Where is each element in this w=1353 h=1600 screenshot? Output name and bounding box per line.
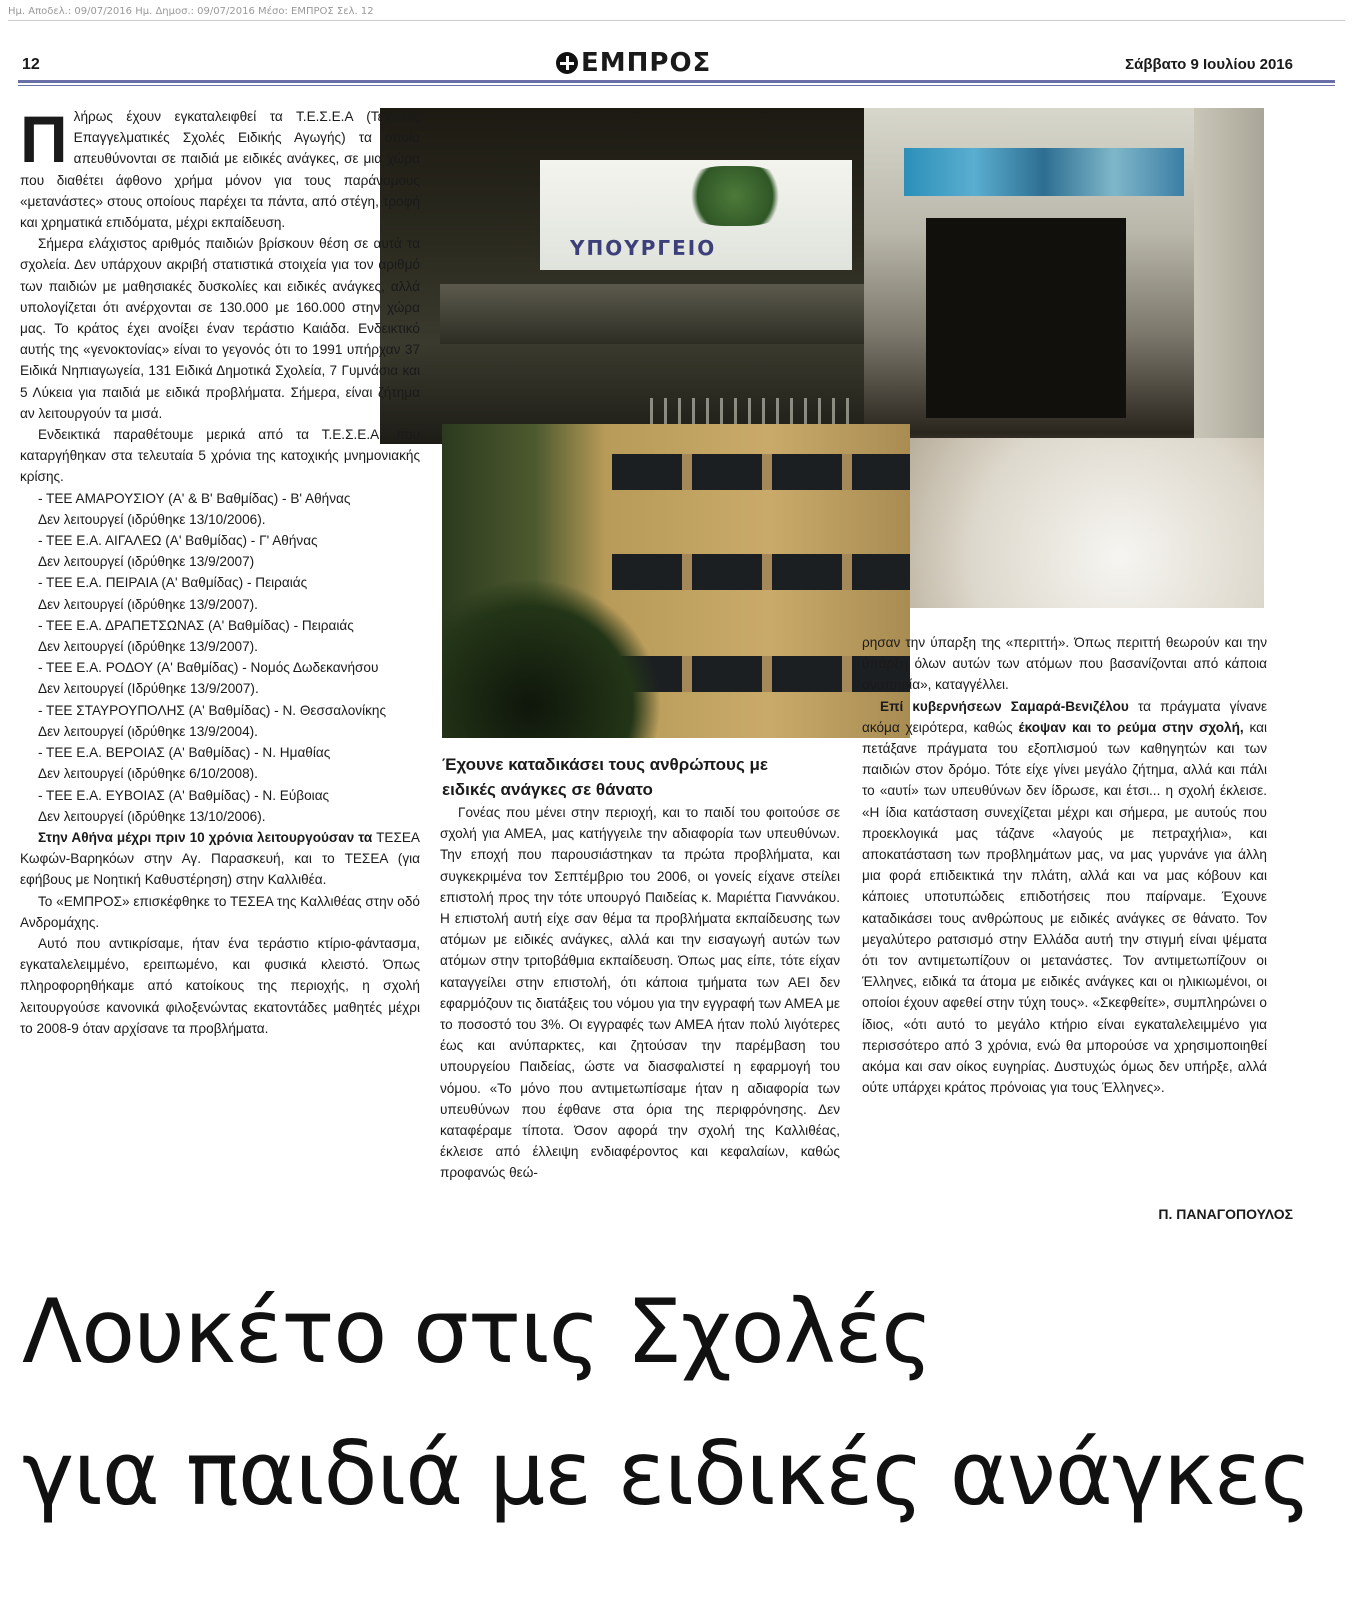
article-column-1 — [20, 102, 420, 1039]
page-number: 12 — [22, 56, 40, 73]
header-rule-thin — [18, 85, 1335, 86]
byline: Π. ΠΑΝΑΓΟΠΟΥΛΟΣ — [1158, 1206, 1293, 1222]
issue-date: Σάββατο 9 Ιουλίου 2016 — [1125, 56, 1293, 73]
school-name: - ΤΕΕ Ε.Α. ΠΕΙΡΑΙΑ (Α' Βαθμίδας) - Πειραιάς — [38, 575, 308, 591]
article-column-3 — [862, 632, 1267, 1098]
clipping-meta: Ημ. Αποδελ.: 09/07/2016 Ημ. Δημοσ.: 09/07/2016 Μέσο: ΕΜΠΡΟΣ Σελ. 12 — [8, 6, 374, 17]
masthead — [556, 48, 756, 78]
masthead-logo-icon — [556, 52, 578, 74]
meta-divider — [8, 20, 1345, 21]
subheading: Έχουνε καταδικάσει τους ανθρώπους με ειδικές ανάγκες σε θάνατο — [442, 755, 768, 799]
school-name: - ΤΕΕ Ε.Α. ΔΡΑΠΕΤΣΩΝΑΣ (Α' Βαθμίδας) - Πειραιάς — [38, 617, 354, 633]
paragraph: Στην Αθήνα μέχρι πριν 10 χρόνια λειτουργούσαν τα ΤΕΣΕΑ Κωφών-Βαρηκόων στην Αγ. Παρασκευή, και το ΤΕΣΕΑ (για εφήβους με Νοητική Καθυστέρηση) στην Καλλιθέα. — [20, 829, 420, 888]
paragraph: Αυτό που αντικρίσαμε, ήταν ένα τεράστιο κτίριο-φάντασμα, εγκαταλελειμμένο, ερειπωμένο, και φυσικά κλειστό. Όπως πληροφορηθήκαμε από κατοίκους της περιοχής, η σχολή λειτουργούσε κανονικά φιλοξενώντας εκατοντάδες μαθητές μέχρι το 2008-9 όταν αρχίσανε τα προβλήματα. — [20, 935, 420, 1036]
school-name: - ΤΕΕ Ε.Α. ΑΙΓΑΛΕΩ (Α' Βαθμίδας) - Γ' Αθήνας — [38, 533, 318, 549]
masthead-title: ΕΜΠΡΟΣ — [581, 48, 712, 78]
school-status: Δεν λειτουργεί (ιδρύθηκε 13/10/2006). — [38, 511, 266, 527]
header-rule — [18, 80, 1335, 83]
school-name: - ΤΕΕ ΣΤΑΥΡΟΥΠΟΛΗΣ (Α' Βαθμίδας) - Ν. Θεσσαλονίκης — [38, 702, 386, 718]
paragraph: Ενδεικτικά παραθέτουμε μερικά από τα Τ.Ε.Σ.Ε.Α. που καταργήθηκαν στα τελευταία 5 χρόνια της κατοχικής μνημονιακής κρίσης. — [20, 427, 420, 485]
headline-line-2: για παιδιά με ειδικές ανάγκες — [22, 1422, 1312, 1525]
paragraph: Γονέας που μένει στην περιοχή, και το παιδί του φοιτούσε σε σχολή για ΑΜΕΑ, μας κατήγγειλε την αδιαφορία των υπευθύνων. Την εποχή που παρουσιάστηκαν τα πρώτα προβλήματα, και συγκεκριμένα τον Σεπτέμβριο του 2006, οι γονείς είχανε στείλει επιστολή προς την τότε υπουργό Παιδείας κ. Μαριέττα Γιαννάκου. Η επιστολή αυτή είχε σαν θέμα τα προβλήματα εκπαίδευσης των ατόμων με ειδικές ανάγκες, αλλά και την εισαγωγή αυτών των ατόμων στην τριτοβάθμια εκπαίδευση. Όπως μας είπε, τότε είχαν καταγγείλει στην επιστολή, ότι κάποια τμήματα των ΑΕΙ δεν εφαρμόζουν τις διατάξεις του νόμου για την εγγραφή των ΑΜΕΑ με το ποσοστό του 3%. Οι εγγραφές των ΑΜΕΑ ήταν πολύ λιγότερες έως και ανύπαρκτες, και ζητούσαν την παρέμβαση του υπουργείου Παιδείας, ώστε να διασφαλιστεί η εφαρμογή του νόμου. «Το μόνο που αντιμετωπίσαμε ήταν η αδιαφορία των υπευθύνων που έφθανε στα όρια της περιφρόνησης. Δεν καταφέραμε τίποτα. Όσον αφορά την σχολή της Καλλιθέας, έκλεισε από έλλειψη ενδιαφέροντος και κεφαλαίων, καθώς προφανώς θεώ- — [440, 805, 840, 1181]
school-name: - ΤΕΕ ΑΜΑΡΟΥΣΙΟΥ (Α' & Β' Βαθμίδας) - Β' Αθήνας — [38, 490, 351, 506]
paragraph: Σήμερα ελάχιστος αριθμός παιδιών βρίσκουν θέση σε αυτά τα σχολεία. Δεν υπάρχουν ακριβή στατιστικά στοιχεία για τον αριθμό των παιδιών με μαθησιακές δυσκολίες και ειδικές ανάγκες, αλλά υπολογίζεται ότι ανέρχονται σε 130.000 με 160.000 στην χώρα μας. Το κράτος έχει ανοίξει έναν τεράστιο Καιάδα. Ενδεικτικό αυτής της «γενοκτονίας» είναι το γεγονός ότι το 1991 υπήρχαν 37 Ειδικά Νηπιαγωγεία, 131 Ειδικά Δημοτικά Σχολεία, 7 Γυμνάσια και 5 Λύκεια για παιδιά με ειδικά προβλήματα. Σήμερα, είναι ζήτημα αν λειτουργούν τα μισά. — [20, 236, 420, 421]
school-status: Δεν λειτουργεί (ιδρύθηκε 13/10/2006). — [38, 808, 266, 824]
school-status: Δεν λειτουργεί (ιδρύθηκε 13/9/2007). — [38, 639, 258, 655]
school-status: Δεν λειτουργεί (ιδρύθηκε 13/9/2007) — [38, 554, 255, 570]
photo-building-entrance — [380, 108, 864, 444]
school-name: - ΤΕΕ Ε.Α. ΒΕΡΟΙΑΣ (Α' Βαθμίδας) - Ν. Ημαθίας — [38, 745, 331, 761]
photo-building-facade — [442, 424, 910, 738]
photo-sign-text: ΥΠΟΥΡΓΕΙΟ — [570, 236, 717, 260]
intro-paragraph: Πλήρως έχουν εγκαταλειφθεί τα Τ.Ε.Σ.Ε.Α (Τεχνικές Επαγγελματικές Σχολές Ειδικής Αγωγής) τα οποία απευθύνονται σε παιδιά με ειδικές ανάγκες, σε μια χώρα που διαθέτει άφθονο χρήμα μόνον για τους παράνομους «μετανάστες» στους οποίους παρέχει τα πάντα, από στέγη, τροφή και χρηματικά επιδόματα, μέχρι εκπαίδευση. — [20, 102, 420, 231]
headline-line-1: Λουκέτο στις Σχολές — [22, 1280, 932, 1383]
school-name: - ΤΕΕ Ε.Α. ΕΥΒΟΙΑΣ (Α' Βαθμίδας) - Ν. Εύβοιας — [38, 787, 330, 803]
photo-abandoned-corridor — [864, 108, 1264, 608]
article-column-2 — [440, 802, 840, 1184]
school-status: Δεν λειτουργεί (ιδρύθηκε 13/9/2007). — [38, 596, 258, 612]
school-status: Δεν λειτουργεί (ιδρύθηκε 13/9/2004). — [38, 723, 258, 739]
school-status: Δεν λειτουργεί (Ιδρύθηκε 13/9/2007). — [38, 681, 259, 697]
school-status: Δεν λειτουργεί (ιδρύθηκε 6/10/2008). — [38, 766, 258, 782]
paragraph: Το «ΕΜΠΡΟΣ» επισκέφθηκε το ΤΕΣΕΑ της Καλλιθέας στην οδό Ανδρομάχης. — [20, 893, 420, 930]
dropcap: Π — [20, 102, 68, 176]
school-list — [20, 488, 420, 827]
paragraph: ρησαν την ύπαρξη της «περιττή». Όπως περιττή θεωρούν και την ύπαρξη όλων αυτών των ατόμων που βασανίζονται από κάποια αναπηρία», καταγγέλλει. — [862, 635, 1267, 693]
paragraph: Επί κυβερνήσεων Σαμαρά-Βενιζέλου τα πράγματα γίνανε ακόμα χειρότερα, καθώς έκοψαν και το ρεύμα στην σχολή, και πετάξανε πράγματα του εξοπλισμού των καθηγητών και των παιδιών στον δρόμο. Τότε είχε γίνει μεγάλο ζήτημα, αλλά και πάλι το «αυτί» των υπευθύνων δεν ίδρωσε, και έτσι... η σχολή έκλεισε. «Η ίδια κατάσταση συνεχίζεται μέχρι και σήμερα, με αυτούς που προεκλογικά μας τάζανε «λαγούς με πετραχήλια», και αποκατάσταση των προβλημάτων μας, να μας γυρνάνε για άλλη μια φορά επιδεικτικά την πλάτη, αλλά και να μας κόβουν και κάποιες υποτυπώδεις επιδοτήσεις που παίρναμε. Έχουνε καταδικάσει τους ανθρώπους με ειδικές ανάγκες σε θάνατο. Τον μεγαλύτερο ρατσισμό στην Ελλάδα αυτή την στιγμή είναι ψέματα ότι τον αντιμετωπίζουν οι μετανάστες. Τον αντιμετωπίζουν οι Έλληνες, ειδικά τα άτομα με ειδικές ανάγκες και οι ηλικιωμένοι, οι οποίοι έχουν αφεθεί στην τύχη τους». «Σκεφθείτε», συμπληρώνει ο ίδιος, «ότι αυτό το μεγάλο κτήριο είναι εγκαταλελειμμένο για περισσότερο από 3 χρόνια, ενώ θα μπορούσε να χρησιμοποιηθεί ακόμα και σαν οίκος ευγηρίας. Δυστυχώς όμως δεν υπήρξε, αλλά ούτε υπάρχει κράτος πρόνοιας για τους Έλληνες». — [862, 698, 1268, 1096]
school-name: - ΤΕΕ Ε.Α. ΡΟΔΟΥ (Α' Βαθμίδας) - Νομός Δωδεκανήσου — [38, 660, 379, 676]
